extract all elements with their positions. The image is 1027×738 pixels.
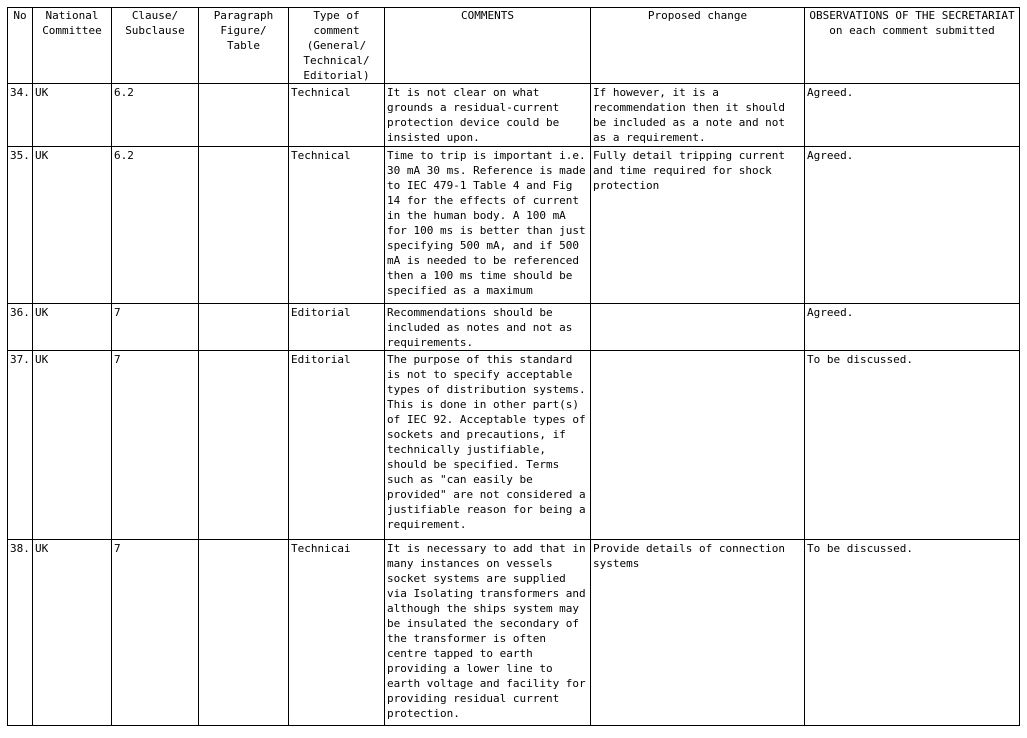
cell-clause: 7 <box>112 351 199 540</box>
cell-no: 38. <box>8 540 33 726</box>
header-row <box>8 8 1020 84</box>
header-paragraph: Paragraph Figure/ Table <box>199 8 289 84</box>
cell-proposed-change: If however, it is a recommendation then it should be included as a note and not as a requirement. <box>591 84 805 147</box>
cell-observation: Agreed. <box>805 147 1020 304</box>
cell-type: Technicai <box>289 540 385 726</box>
header-proposed-change: Proposed change <box>591 8 805 84</box>
cell-committee: UK <box>33 147 112 304</box>
header-observations: OBSERVATIONS OF THE SECRETARIAT on each comment submitted <box>805 8 1020 84</box>
cell-observation: Agreed. <box>805 84 1020 147</box>
cell-paragraph <box>199 147 289 304</box>
table-row <box>8 304 1020 351</box>
cell-comment: The purpose of this standard is not to specify acceptable types of distribution systems. This is done in other part(s) of IEC 92. Acceptable types of sockets and precautions, if technically justifiable, should be specified. Terms such as "can easily be provided" are not considered a justifiable reason for being a requirement. <box>385 351 591 540</box>
cell-paragraph <box>199 351 289 540</box>
cell-paragraph <box>199 84 289 147</box>
cell-no: 34. <box>8 84 33 147</box>
cell-proposed-change <box>591 304 805 351</box>
table-row <box>8 147 1020 304</box>
comments-sheet <box>7 7 1020 726</box>
header-comments: COMMENTS <box>385 8 591 84</box>
cell-comment: Time to trip is important i.e. 30 mA 30 ms. Reference is made to IEC 479-1 Table 4 and Fig 14 for the effects of current in the human body. A 100 mA for 100 ms is better than just specifying 500 mA, and if 500 mA is needed to be referenced then a 100 ms time should be specified as a maximum <box>385 147 591 304</box>
cell-committee: UK <box>33 304 112 351</box>
cell-clause: 7 <box>112 540 199 726</box>
cell-committee: UK <box>33 351 112 540</box>
cell-proposed-change: Provide details of connection systems <box>591 540 805 726</box>
cell-type: Editorial <box>289 304 385 351</box>
cell-no: 37. <box>8 351 33 540</box>
cell-committee: UK <box>33 540 112 726</box>
cell-observation: To be discussed. <box>805 540 1020 726</box>
cell-paragraph <box>199 304 289 351</box>
table-row <box>8 84 1020 147</box>
comments-table <box>7 7 1020 726</box>
cell-clause: 6.2 <box>112 84 199 147</box>
table-row <box>8 351 1020 540</box>
cell-clause: 7 <box>112 304 199 351</box>
cell-type: Editorial <box>289 351 385 540</box>
cell-type: Technical <box>289 84 385 147</box>
cell-committee: UK <box>33 84 112 147</box>
cell-observation: To be discussed. <box>805 351 1020 540</box>
cell-observation: Agreed. <box>805 304 1020 351</box>
cell-comment: It is not clear on what grounds a residual-current protection device could be insisted upon. <box>385 84 591 147</box>
cell-comment: It is necessary to add that in many instances on vessels socket systems are supplied via Isolating transformers and although the ships system may be insulated the secondary of the transformer is often centre tapped to earth providing a lower line to earth voltage and facility for providing residual current protection. <box>385 540 591 726</box>
cell-proposed-change <box>591 351 805 540</box>
cell-clause: 6.2 <box>112 147 199 304</box>
cell-type: Technical <box>289 147 385 304</box>
cell-proposed-change: Fully detail tripping current and time required for shock protection <box>591 147 805 304</box>
cell-paragraph <box>199 540 289 726</box>
header-no: No <box>8 8 33 84</box>
header-clause: Clause/ Subclause <box>112 8 199 84</box>
cell-no: 35. <box>8 147 33 304</box>
table-row <box>8 540 1020 726</box>
header-type: Type of comment (General/ Technical/ Editorial) <box>289 8 385 84</box>
header-national-committee: National Committee <box>33 8 112 84</box>
cell-no: 36. <box>8 304 33 351</box>
cell-comment: Recommendations should be included as notes and not as requirements. <box>385 304 591 351</box>
